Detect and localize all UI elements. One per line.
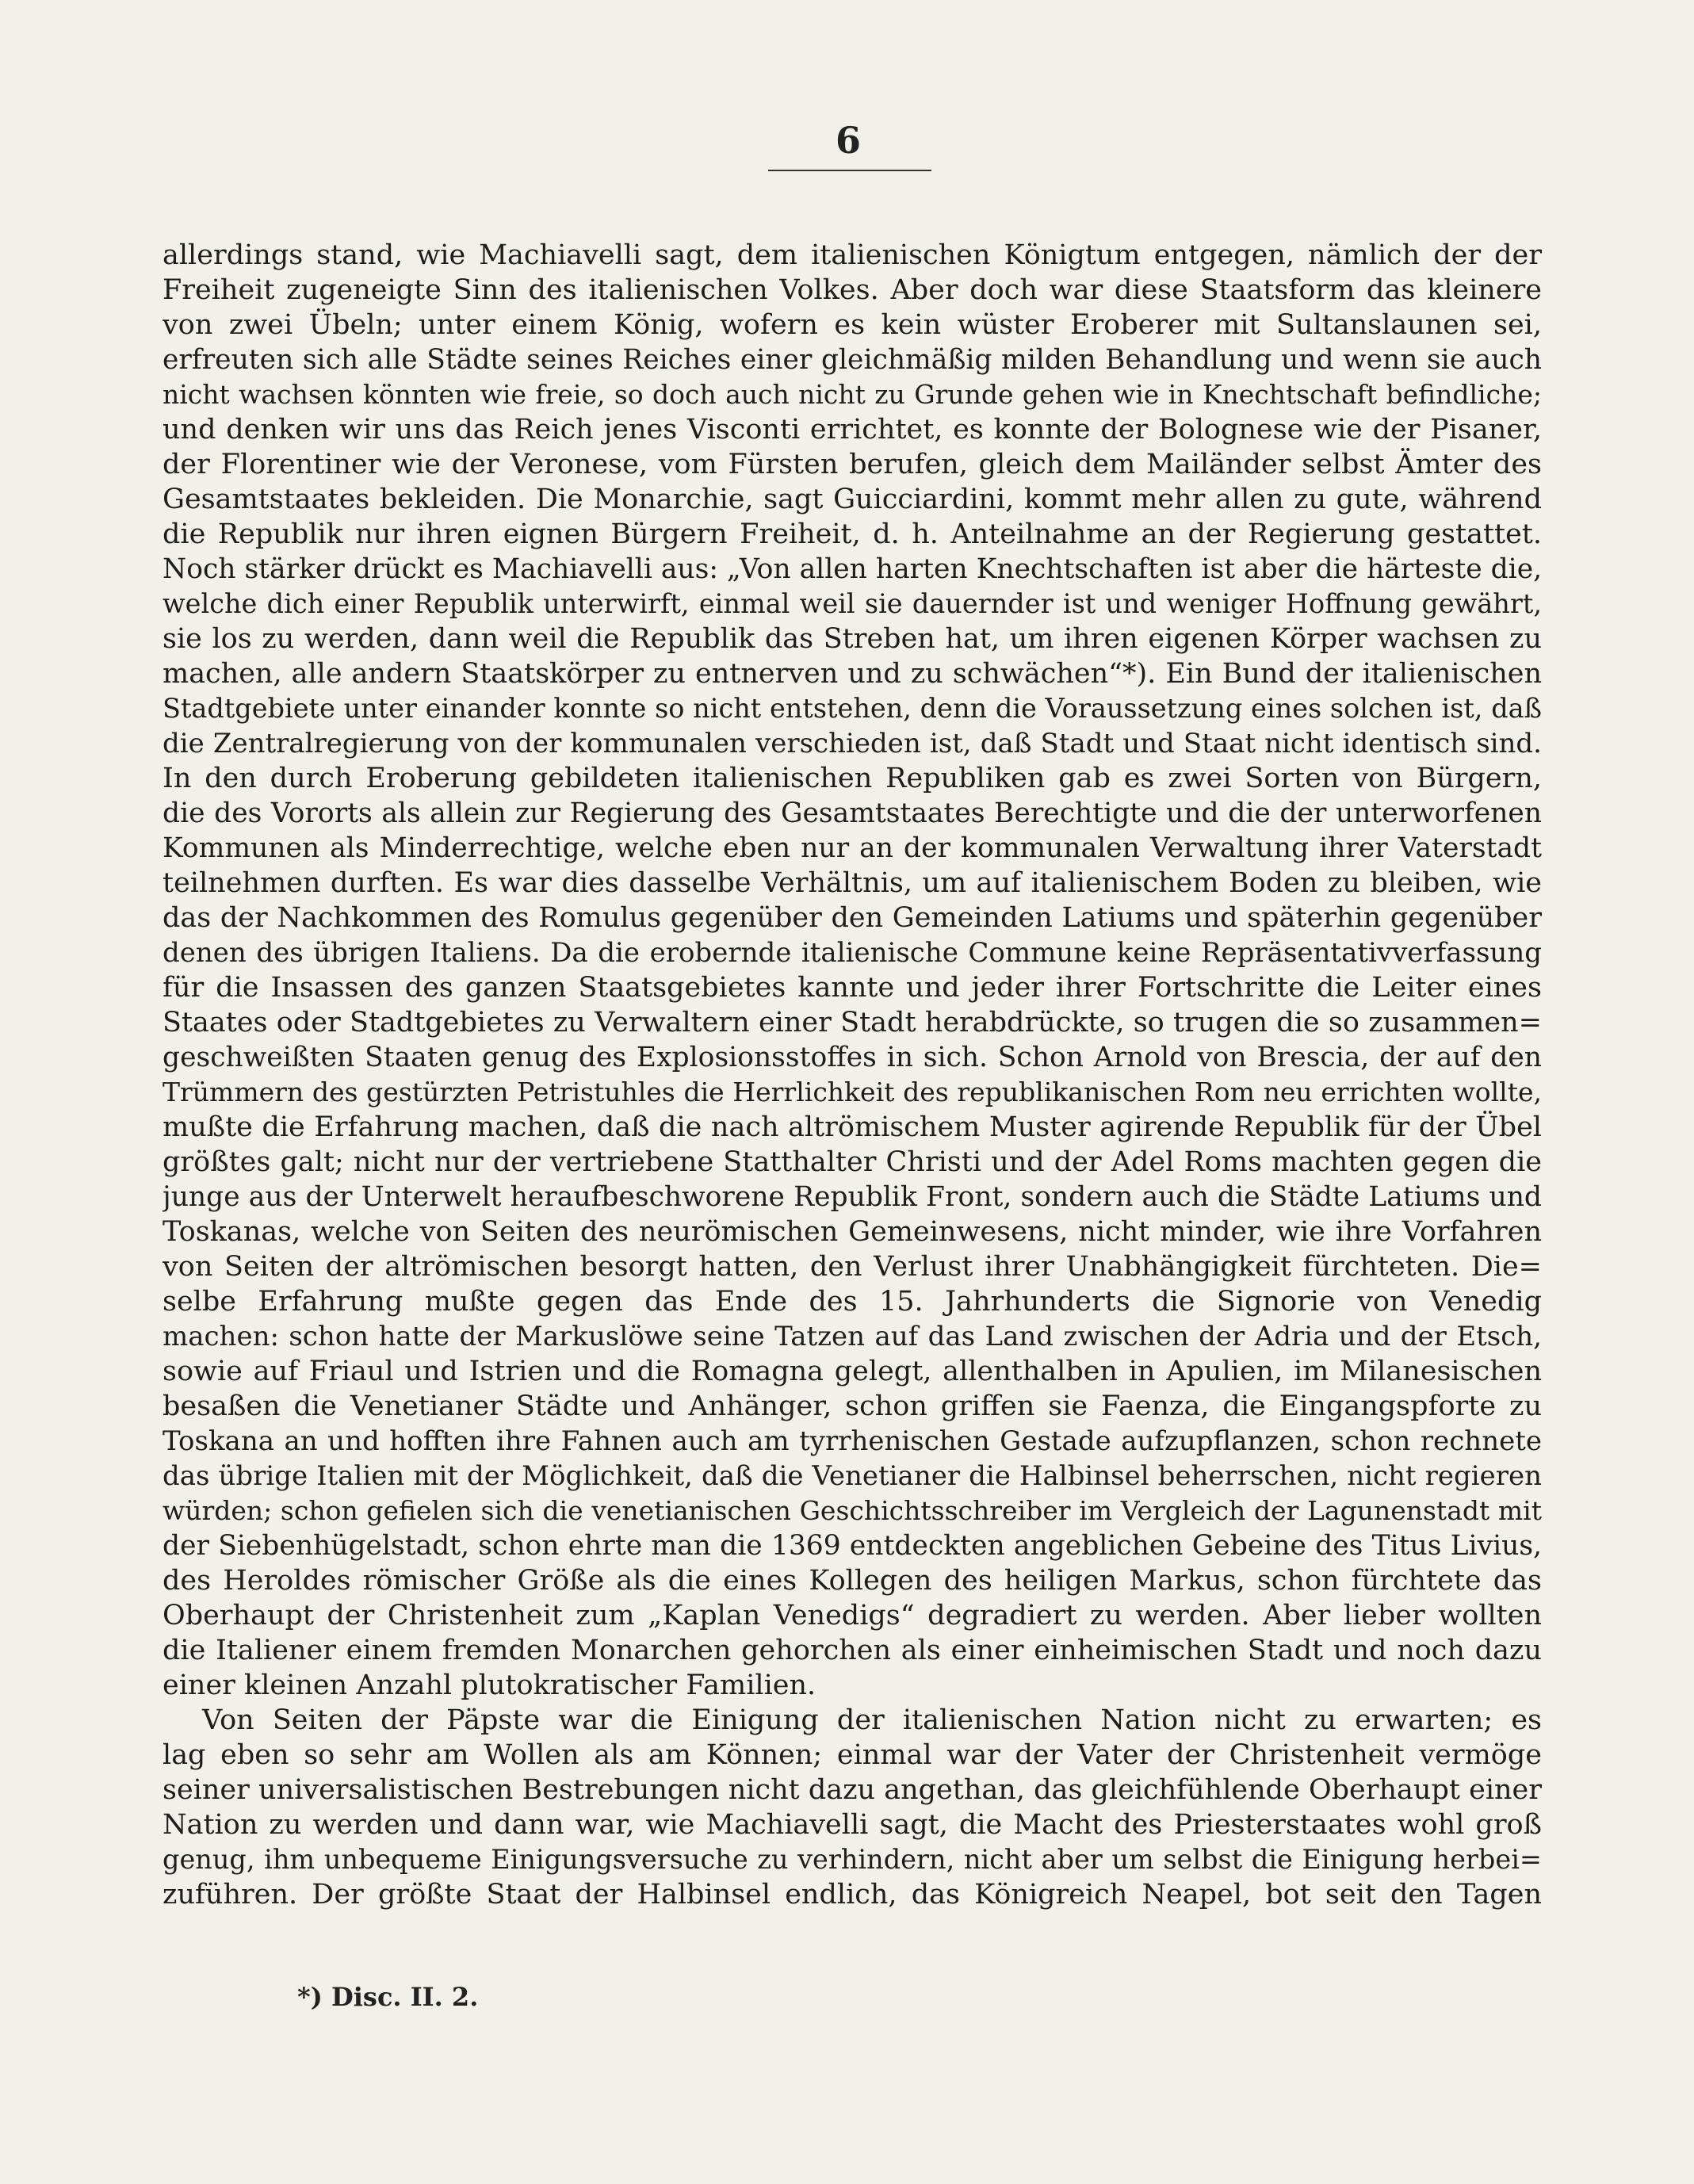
text-line: allerdings stand, wie Machiavelli sagt, dem italienischen Königtum entgegen, nämlich der der (163, 239, 1542, 271)
text-line: Trümmern des gestürzten Petristuhles die Herrlichkeit des republikanischen Rom neu errichten wollte, (163, 1077, 1542, 1107)
text-line: Freiheit zugeneigte Sinn des italienischen Volkes. Aber doch war diese Staatsform das kleinere (163, 274, 1542, 306)
text-line: selbe Erfahrung mußte gegen das Ende des 15. Jahrhunderts die Signorie von Venedig (163, 1286, 1542, 1318)
text-line: Kommunen als Minderrechtige, welche eben nur an der kommunalen Verwaltung ihrer Vaterstadt (163, 832, 1542, 864)
text-line: und denken wir uns das Reich jenes Visconti errichtet, es konnte der Bolognese wie der Pisaner, (163, 414, 1542, 446)
text-line: Nation zu werden und dann war, wie Machiavelli sagt, die Macht des Priesterstaates wohl groß (163, 1809, 1542, 1841)
text-line: von Seiten der altrömischen besorgt hatten, den Verlust ihrer Unabhängigkeit fürchteten. Die= (163, 1251, 1542, 1283)
header-rule (768, 170, 931, 171)
text-line: einer kleinen Anzahl plutokratischer Familien. (163, 1670, 816, 1701)
text-line: für die Insassen des ganzen Staatsgebietes kannte und jeder ihrer Fortschritte die Leiter eines (163, 972, 1542, 1004)
text-line: welche dich einer Republik unterwirft, einmal weil sie dauernder ist und weniger Hoffnung gewährt, (163, 588, 1542, 619)
text-line: von zwei Übeln; unter einem König, wofern es kein wüster Eroberer mit Sultanslaunen sei, (163, 309, 1542, 341)
text-line: Staates oder Stadtgebietes zu Verwaltern einer Stadt herabdrückte, so trugen die so zusammen= (163, 1007, 1542, 1038)
text-line: machen, alle andern Staatskörper zu entnerven und zu schwächen“*). Ein Bund der italienischen (163, 658, 1542, 690)
text-line: sie los zu werden, dann weil die Republik das Streben hat, um ihren eigenen Körper wachsen zu (163, 623, 1542, 655)
text-line: genug, ihm unbequeme Einigungsversuche zu verhindern, nicht aber um selbst die Einigung herbei= (163, 1844, 1542, 1875)
text-line: Oberhaupt der Christenheit zum „Kaplan Venedigs“ degradiert zu werden. Aber lieber wollten (163, 1600, 1542, 1631)
text-line: besaßen die Venetianer Städte und Anhänger, schon griffen sie Faenza, die Eingangspforte zu (163, 1390, 1542, 1422)
text-line: die Zentralregierung von der kommunalen verschieden ist, daß Stadt und Staat nicht identisch sind. (163, 728, 1542, 759)
text-line: würden; schon gefielen sich die venetianischen Geschichtsschreiber im Vergleich der Lagunenstadt mit (163, 1495, 1542, 1526)
text-line: das übrige Italien mit der Möglichkeit, daß die Venetianer die Halbinsel beherrschen, nicht regieren (163, 1460, 1542, 1492)
text-line: nicht wachsen könnten wie freie, so doch auch nicht zu Grunde gehen wie in Knechtschaft befindliche; (163, 379, 1542, 410)
text-line: des Heroldes römischer Größe als die eines Kollegen des heiligen Markus, schon fürchtete das (163, 1565, 1542, 1597)
text-line: der Siebenhügelstadt, schon ehrte man die 1369 entdeckten angeblichen Gebeine des Titus Livius, (163, 1530, 1542, 1562)
text-line: Toskanas, welche von Seiten des neurömischen Gemeinwesens, nicht minder, wie ihre Vorfahren (163, 1216, 1542, 1248)
text-line: denen des übrigen Italiens. Da die erobernde italienische Commune keine Repräsentativverfassung (163, 937, 1542, 969)
text-line: das der Nachkommen des Romulus gegenüber den Gemeinden Latiums und späterhin gegenüber (163, 902, 1542, 934)
text-line: seiner universalistischen Bestrebungen nicht dazu angethan, das gleichfühlende Oberhaupt einer (163, 1774, 1542, 1806)
text-line: der Florentiner wie der Veronese, vom Fürsten berufen, gleich dem Mailänder selbst Ämter des (163, 449, 1542, 480)
text-line: teilnehmen durften. Es war dies dasselbe Verhältnis, um auf italienischem Boden zu bleiben, wie (163, 867, 1542, 899)
text-line: Noch stärker drückt es Machiavelli aus: „Von allen harten Knechtschaften ist aber die härteste die, (163, 553, 1542, 585)
page-number: 6 (835, 119, 861, 162)
text-line: sowie auf Friaul und Istrien und die Romagna gelegt, allenthalben in Apulien, im Milanesischen (163, 1356, 1542, 1387)
text-line: Gesamtstaates bekleiden. Die Monarchie, sagt Guicciardini, kommt mehr allen zu gute, während (163, 484, 1542, 515)
text-line: erfreuten sich alle Städte seines Reiches einer gleichmäßig milden Behandlung und wenn sie auch (163, 344, 1542, 376)
text-line: Stadtgebiete unter einander konnte so nicht entstehen, denn die Voraussetzung eines solchen ist, daß (163, 693, 1542, 724)
text-line: junge aus der Unterwelt heraufbeschworene Republik Front, sondern auch die Städte Latiums und (163, 1181, 1542, 1213)
body-text (163, 238, 1542, 1912)
text-line: lag eben so sehr am Wollen als am Können; einmal war der Vater der Christenheit vermöge (163, 1739, 1542, 1771)
text-line: größtes galt; nicht nur der vertriebene Statthalter Christi und der Adel Roms machten gegen die (163, 1146, 1542, 1178)
text-line: die Italiener einem fremden Monarchen gehorchen als einer einheimischen Stadt und noch dazu (163, 1635, 1542, 1666)
text-line: geschweißten Staaten genug des Explosionsstoffes in sich. Schon Arnold von Brescia, der auf den (163, 1042, 1542, 1073)
text-line: Toskana an und hofften ihre Fahnen auch am tyrrhenischen Gestade aufzupflanzen, schon rechnete (163, 1425, 1542, 1457)
text-line: die des Vororts als allein zur Regierung des Gesamtstaates Berechtigte und die der unterworfenen (163, 797, 1542, 829)
text-line: In den durch Eroberung gebildeten italienischen Republiken gab es zwei Sorten von Bürgern, (163, 763, 1542, 794)
text-line: Von Seiten der Päpste war die Einigung der italienischen Nation nicht zu erwarten; es (202, 1704, 1542, 1736)
text-line: die Republik nur ihren eignen Bürgern Freiheit, d. h. Anteilnahme an der Regierung gestattet. (163, 518, 1542, 550)
text-line: zuführen. Der größte Staat der Halbinsel endlich, das Königreich Neapel, bot seit den Tagen (163, 1879, 1542, 1911)
text-line: machen: schon hatte der Markuslöwe seine Tatzen auf das Land zwischen der Adria und der Etsch, (163, 1321, 1542, 1352)
text-line: mußte die Erfahrung machen, daß die nach altrömischem Muster agirende Republik für der Übel (163, 1111, 1542, 1143)
footnote: *) Disc. II. 2. (297, 1982, 479, 2012)
